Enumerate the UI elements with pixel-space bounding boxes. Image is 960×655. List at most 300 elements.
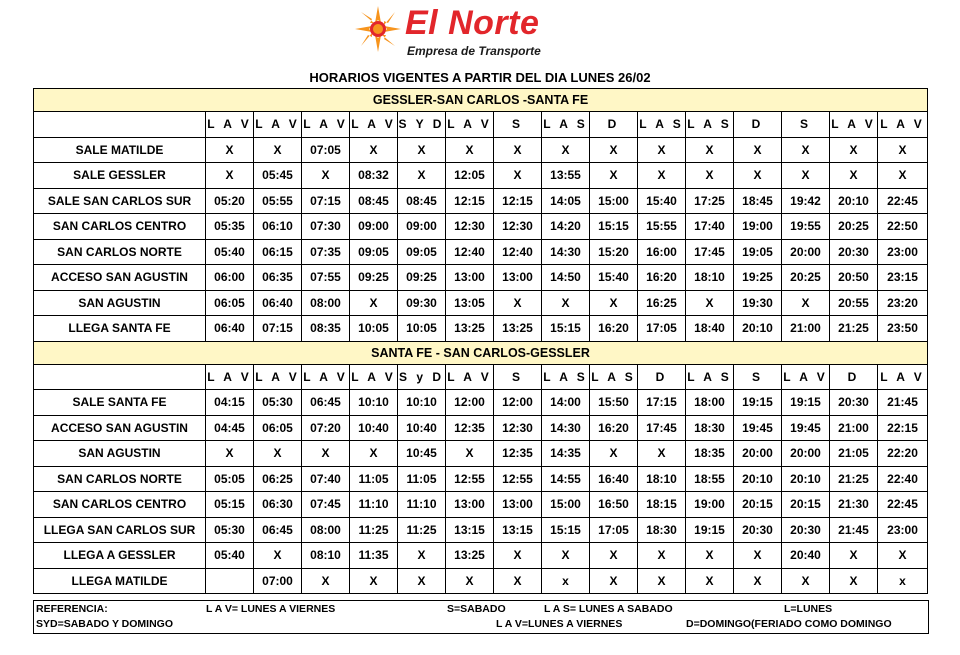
time-cell: 19:05 bbox=[734, 239, 782, 265]
time-cell: X bbox=[398, 568, 446, 594]
time-cell bbox=[206, 568, 254, 594]
time-cell: 06:30 bbox=[254, 492, 302, 518]
reference-sabado: S=SABADO bbox=[447, 603, 506, 615]
time-cell: 18:55 bbox=[686, 466, 734, 492]
page-title: HORARIOS VIGENTES A PARTIR DEL DIA LUNES 26/02 bbox=[309, 70, 651, 85]
reference-domingo: D=DOMINGO(FERIADO COMO DOMINGO bbox=[686, 618, 892, 630]
time-cell: 19:42 bbox=[782, 188, 830, 214]
time-cell: 22:45 bbox=[878, 188, 928, 214]
time-cell: 17:25 bbox=[686, 188, 734, 214]
time-cell: X bbox=[734, 543, 782, 569]
day-code-cell: D bbox=[830, 364, 878, 390]
time-cell: 20:00 bbox=[734, 441, 782, 467]
time-cell: 18:10 bbox=[638, 466, 686, 492]
stop-label: ACCESO SAN AGUSTIN bbox=[34, 415, 206, 441]
time-cell: 05:45 bbox=[254, 163, 302, 189]
sun-icon bbox=[355, 6, 401, 52]
time-cell: X bbox=[638, 163, 686, 189]
time-cell: 20:10 bbox=[830, 188, 878, 214]
reference-las: L A S= LUNES A SABADO bbox=[544, 603, 673, 615]
time-cell: 17:45 bbox=[686, 239, 734, 265]
time-cell: 15:15 bbox=[542, 316, 590, 342]
time-cell: X bbox=[254, 137, 302, 163]
time-cell: 17:45 bbox=[638, 415, 686, 441]
time-cell: 12:30 bbox=[446, 214, 494, 240]
day-code-cell: L A V bbox=[302, 364, 350, 390]
table-row bbox=[34, 568, 928, 594]
time-cell: X bbox=[686, 137, 734, 163]
time-cell: 20:40 bbox=[782, 543, 830, 569]
stop-label: SALE SANTA FE bbox=[34, 390, 206, 416]
time-cell: 21:05 bbox=[830, 441, 878, 467]
time-cell: 13:05 bbox=[446, 290, 494, 316]
time-cell: 13:00 bbox=[446, 492, 494, 518]
time-cell: 06:40 bbox=[206, 316, 254, 342]
time-cell: 15:15 bbox=[590, 214, 638, 240]
time-cell: X bbox=[590, 163, 638, 189]
time-cell: 18:15 bbox=[638, 492, 686, 518]
time-cell: 18:40 bbox=[686, 316, 734, 342]
table-row bbox=[34, 543, 928, 569]
time-cell: 20:30 bbox=[782, 517, 830, 543]
route-header: SANTA FE - SAN CARLOS-GESSLER bbox=[34, 341, 928, 364]
time-cell: 23:50 bbox=[878, 316, 928, 342]
time-cell: 23:20 bbox=[878, 290, 928, 316]
time-cell: 23:00 bbox=[878, 239, 928, 265]
time-cell: 16:20 bbox=[590, 316, 638, 342]
time-cell: 17:40 bbox=[686, 214, 734, 240]
time-cell: X bbox=[782, 568, 830, 594]
time-cell: 20:55 bbox=[830, 290, 878, 316]
time-cell: 12:35 bbox=[446, 415, 494, 441]
time-cell: X bbox=[878, 163, 928, 189]
reference-lav: L A V= LUNES A VIERNES bbox=[206, 603, 336, 615]
days-row-corner bbox=[34, 112, 206, 138]
time-cell: 05:15 bbox=[206, 492, 254, 518]
time-cell: 19:25 bbox=[734, 265, 782, 291]
day-code-cell: D bbox=[590, 112, 638, 138]
time-cell: X bbox=[302, 441, 350, 467]
time-cell: X bbox=[830, 568, 878, 594]
time-cell: X bbox=[590, 137, 638, 163]
time-cell: 08:35 bbox=[302, 316, 350, 342]
time-cell: X bbox=[350, 290, 398, 316]
time-cell: 18:35 bbox=[686, 441, 734, 467]
time-cell: 05:35 bbox=[206, 214, 254, 240]
time-cell: 12:55 bbox=[446, 466, 494, 492]
time-cell: 07:55 bbox=[302, 265, 350, 291]
time-cell: 20:30 bbox=[830, 239, 878, 265]
stop-label: SALE SAN CARLOS SUR bbox=[34, 188, 206, 214]
time-cell: 20:50 bbox=[830, 265, 878, 291]
time-cell: 06:40 bbox=[254, 290, 302, 316]
time-cell: 20:10 bbox=[734, 466, 782, 492]
time-cell: 20:10 bbox=[734, 316, 782, 342]
time-cell: X bbox=[830, 137, 878, 163]
route-header-row bbox=[34, 341, 928, 364]
time-cell: X bbox=[350, 568, 398, 594]
time-cell: 18:00 bbox=[686, 390, 734, 416]
time-cell: X bbox=[494, 163, 542, 189]
brand-subtitle: Empresa de Transporte bbox=[407, 44, 541, 58]
time-cell: 11:25 bbox=[350, 517, 398, 543]
time-cell: 22:50 bbox=[878, 214, 928, 240]
time-cell: X bbox=[686, 290, 734, 316]
time-cell: 21:45 bbox=[830, 517, 878, 543]
day-code-cell: L A V bbox=[302, 112, 350, 138]
time-cell: 20:25 bbox=[782, 265, 830, 291]
stop-label: SAN AGUSTIN bbox=[34, 290, 206, 316]
time-cell: X bbox=[542, 137, 590, 163]
time-cell: 23:15 bbox=[878, 265, 928, 291]
time-cell: X bbox=[782, 163, 830, 189]
day-code-cell: L A S bbox=[542, 364, 590, 390]
day-code-cell: L A V bbox=[446, 364, 494, 390]
day-code-cell: L A S bbox=[590, 364, 638, 390]
time-cell: 08:45 bbox=[398, 188, 446, 214]
day-code-cell: L A V bbox=[254, 364, 302, 390]
time-cell: 05:20 bbox=[206, 188, 254, 214]
time-cell: 06:10 bbox=[254, 214, 302, 240]
day-code-cell: L A S bbox=[542, 112, 590, 138]
time-cell: X bbox=[350, 137, 398, 163]
time-cell: 15:40 bbox=[590, 265, 638, 291]
time-cell: X bbox=[686, 163, 734, 189]
time-cell: 20:00 bbox=[782, 441, 830, 467]
time-cell: 13:15 bbox=[446, 517, 494, 543]
time-cell: X bbox=[350, 441, 398, 467]
time-cell: 14:30 bbox=[542, 415, 590, 441]
time-cell: 12:00 bbox=[494, 390, 542, 416]
stop-label: LLEGA SAN CARLOS SUR bbox=[34, 517, 206, 543]
table-row bbox=[34, 390, 928, 416]
day-code-cell: S y D bbox=[398, 364, 446, 390]
time-cell: 05:40 bbox=[206, 239, 254, 265]
time-cell: X bbox=[302, 568, 350, 594]
time-cell: 10:05 bbox=[350, 316, 398, 342]
reference-heading: REFERENCIA: bbox=[36, 603, 108, 615]
time-cell: 18:45 bbox=[734, 188, 782, 214]
time-cell: X bbox=[446, 441, 494, 467]
stop-label: SAN CARLOS CENTRO bbox=[34, 492, 206, 518]
day-code-cell: L A V bbox=[350, 364, 398, 390]
day-code-cell: S bbox=[734, 364, 782, 390]
time-cell: 15:55 bbox=[638, 214, 686, 240]
time-cell: 12:55 bbox=[494, 466, 542, 492]
time-cell: 15:15 bbox=[542, 517, 590, 543]
table-row bbox=[34, 316, 928, 342]
time-cell: 22:15 bbox=[878, 415, 928, 441]
time-cell: 07:45 bbox=[302, 492, 350, 518]
time-cell: 09:05 bbox=[398, 239, 446, 265]
route-header: GESSLER-SAN CARLOS -SANTA FE bbox=[34, 89, 928, 112]
time-cell: 17:15 bbox=[638, 390, 686, 416]
time-cell: 19:15 bbox=[782, 390, 830, 416]
stop-label: SAN CARLOS NORTE bbox=[34, 239, 206, 265]
time-cell: 08:32 bbox=[350, 163, 398, 189]
time-cell: 18:10 bbox=[686, 265, 734, 291]
time-cell: X bbox=[782, 290, 830, 316]
day-code-cell: L A S bbox=[686, 364, 734, 390]
time-cell: X bbox=[734, 568, 782, 594]
time-cell: 16:50 bbox=[590, 492, 638, 518]
time-cell: 16:20 bbox=[638, 265, 686, 291]
time-cell: 16:25 bbox=[638, 290, 686, 316]
time-cell: 14:30 bbox=[542, 239, 590, 265]
time-cell: X bbox=[878, 137, 928, 163]
time-cell: 15:00 bbox=[542, 492, 590, 518]
time-cell: X bbox=[494, 137, 542, 163]
time-cell: 09:25 bbox=[350, 265, 398, 291]
time-cell: X bbox=[398, 543, 446, 569]
time-cell: X bbox=[590, 290, 638, 316]
time-cell: 16:40 bbox=[590, 466, 638, 492]
brand-logo bbox=[355, 6, 555, 58]
time-cell: 06:35 bbox=[254, 265, 302, 291]
stop-label: SALE GESSLER bbox=[34, 163, 206, 189]
time-cell: 12:30 bbox=[494, 415, 542, 441]
time-cell: X bbox=[446, 568, 494, 594]
time-cell: 06:05 bbox=[206, 290, 254, 316]
time-cell: 13:00 bbox=[494, 265, 542, 291]
table-row bbox=[34, 466, 928, 492]
time-cell: X bbox=[206, 441, 254, 467]
time-cell: 21:30 bbox=[830, 492, 878, 518]
time-cell: X bbox=[734, 163, 782, 189]
time-cell: X bbox=[494, 568, 542, 594]
time-cell: X bbox=[638, 441, 686, 467]
time-cell: X bbox=[206, 137, 254, 163]
day-code-cell: S bbox=[494, 112, 542, 138]
time-cell: 11:10 bbox=[350, 492, 398, 518]
time-cell: 13:25 bbox=[446, 316, 494, 342]
day-code-cell: L A V bbox=[830, 112, 878, 138]
time-cell: X bbox=[638, 137, 686, 163]
time-cell: 12:40 bbox=[494, 239, 542, 265]
time-cell: 09:25 bbox=[398, 265, 446, 291]
time-cell: 20:25 bbox=[830, 214, 878, 240]
table-row bbox=[34, 517, 928, 543]
time-cell: X bbox=[782, 137, 830, 163]
time-cell: 21:25 bbox=[830, 316, 878, 342]
day-code-cell: S bbox=[782, 112, 830, 138]
time-cell: X bbox=[878, 543, 928, 569]
table-row bbox=[34, 441, 928, 467]
time-cell: 12:35 bbox=[494, 441, 542, 467]
time-cell: X bbox=[398, 137, 446, 163]
time-cell: 19:00 bbox=[734, 214, 782, 240]
time-cell: 11:05 bbox=[398, 466, 446, 492]
time-cell: 19:45 bbox=[734, 415, 782, 441]
table-row bbox=[34, 214, 928, 240]
time-cell: X bbox=[446, 137, 494, 163]
time-cell: 20:10 bbox=[782, 466, 830, 492]
stop-label: LLEGA A GESSLER bbox=[34, 543, 206, 569]
time-cell: X bbox=[686, 543, 734, 569]
time-cell: 22:45 bbox=[878, 492, 928, 518]
time-cell: X bbox=[254, 543, 302, 569]
time-cell: X bbox=[254, 441, 302, 467]
time-cell: 09:00 bbox=[398, 214, 446, 240]
time-cell: 13:25 bbox=[494, 316, 542, 342]
time-cell: 16:20 bbox=[590, 415, 638, 441]
time-cell: 15:00 bbox=[590, 188, 638, 214]
day-code-cell: L A V bbox=[254, 112, 302, 138]
brand-name: El Norte bbox=[405, 4, 540, 42]
time-cell: X bbox=[206, 163, 254, 189]
time-cell: 19:45 bbox=[782, 415, 830, 441]
day-code-cell: L A S bbox=[686, 112, 734, 138]
time-cell: 20:00 bbox=[782, 239, 830, 265]
time-cell: 08:00 bbox=[302, 290, 350, 316]
time-cell: 04:45 bbox=[206, 415, 254, 441]
time-cell: 09:05 bbox=[350, 239, 398, 265]
time-cell: 06:45 bbox=[254, 517, 302, 543]
time-cell: 19:30 bbox=[734, 290, 782, 316]
route-header-row bbox=[34, 89, 928, 112]
day-code-cell: L A V bbox=[878, 364, 928, 390]
day-code-cell: L A V bbox=[350, 112, 398, 138]
time-cell: 08:10 bbox=[302, 543, 350, 569]
time-cell: X bbox=[830, 543, 878, 569]
days-row bbox=[34, 112, 928, 138]
time-cell: 07:15 bbox=[254, 316, 302, 342]
table-row bbox=[34, 415, 928, 441]
time-cell: 14:20 bbox=[542, 214, 590, 240]
time-cell: 11:35 bbox=[350, 543, 398, 569]
time-cell: 21:00 bbox=[782, 316, 830, 342]
time-cell: 10:45 bbox=[398, 441, 446, 467]
day-code-cell: L A V bbox=[206, 112, 254, 138]
table-row bbox=[34, 188, 928, 214]
time-cell: 07:35 bbox=[302, 239, 350, 265]
time-cell: 20:15 bbox=[782, 492, 830, 518]
time-cell: 12:40 bbox=[446, 239, 494, 265]
time-cell: 18:30 bbox=[638, 517, 686, 543]
table-row bbox=[34, 163, 928, 189]
time-cell: 06:15 bbox=[254, 239, 302, 265]
time-cell: 16:00 bbox=[638, 239, 686, 265]
stop-label: SAN AGUSTIN bbox=[34, 441, 206, 467]
schedule-table bbox=[33, 88, 928, 594]
time-cell: X bbox=[542, 290, 590, 316]
time-cell: 10:05 bbox=[398, 316, 446, 342]
time-cell: 12:05 bbox=[446, 163, 494, 189]
time-cell: X bbox=[398, 163, 446, 189]
table-row bbox=[34, 492, 928, 518]
time-cell: 13:15 bbox=[494, 517, 542, 543]
time-cell: X bbox=[638, 543, 686, 569]
time-cell: 13:00 bbox=[446, 265, 494, 291]
time-cell: 10:40 bbox=[398, 415, 446, 441]
time-cell: 08:00 bbox=[302, 517, 350, 543]
time-cell: 14:35 bbox=[542, 441, 590, 467]
time-cell: 09:30 bbox=[398, 290, 446, 316]
time-cell: 15:50 bbox=[590, 390, 638, 416]
reference-syd: SYD=SABADO Y DOMINGO bbox=[36, 618, 174, 630]
days-row bbox=[34, 364, 928, 390]
day-code-cell: L A V bbox=[446, 112, 494, 138]
time-cell: 20:30 bbox=[830, 390, 878, 416]
time-cell: 05:05 bbox=[206, 466, 254, 492]
time-cell: 13:25 bbox=[446, 543, 494, 569]
time-cell: 12:15 bbox=[494, 188, 542, 214]
time-cell: 12:30 bbox=[494, 214, 542, 240]
time-cell: 15:20 bbox=[590, 239, 638, 265]
time-cell: 17:05 bbox=[590, 517, 638, 543]
time-cell: 19:15 bbox=[734, 390, 782, 416]
table-row bbox=[34, 137, 928, 163]
time-cell: 05:40 bbox=[206, 543, 254, 569]
time-cell: 05:55 bbox=[254, 188, 302, 214]
time-cell: x bbox=[542, 568, 590, 594]
reference-lav-2: L A V=LUNES A VIERNES bbox=[496, 618, 623, 630]
day-code-cell: D bbox=[638, 364, 686, 390]
table-row bbox=[34, 290, 928, 316]
time-cell: 22:20 bbox=[878, 441, 928, 467]
time-cell: 11:25 bbox=[398, 517, 446, 543]
time-cell: 06:05 bbox=[254, 415, 302, 441]
time-cell: 09:00 bbox=[350, 214, 398, 240]
time-cell: 22:40 bbox=[878, 466, 928, 492]
time-cell: 13:55 bbox=[542, 163, 590, 189]
time-cell: 21:00 bbox=[830, 415, 878, 441]
time-cell: 07:00 bbox=[254, 568, 302, 594]
time-cell: 06:00 bbox=[206, 265, 254, 291]
time-cell: X bbox=[494, 290, 542, 316]
time-cell: X bbox=[542, 543, 590, 569]
day-code-cell: S bbox=[494, 364, 542, 390]
day-code-cell: L A V bbox=[206, 364, 254, 390]
time-cell: 17:05 bbox=[638, 316, 686, 342]
day-code-cell: L A V bbox=[782, 364, 830, 390]
time-cell: 10:40 bbox=[350, 415, 398, 441]
time-cell: 07:05 bbox=[302, 137, 350, 163]
table-row bbox=[34, 239, 928, 265]
time-cell: x bbox=[878, 568, 928, 594]
time-cell: 13:00 bbox=[494, 492, 542, 518]
day-code-cell: L A S bbox=[638, 112, 686, 138]
time-cell: X bbox=[590, 543, 638, 569]
stop-label: SALE MATILDE bbox=[34, 137, 206, 163]
time-cell: 10:10 bbox=[350, 390, 398, 416]
time-cell: 18:30 bbox=[686, 415, 734, 441]
time-cell: 19:55 bbox=[782, 214, 830, 240]
time-cell: 05:30 bbox=[254, 390, 302, 416]
time-cell: 21:45 bbox=[878, 390, 928, 416]
table-row bbox=[34, 265, 928, 291]
time-cell: 11:10 bbox=[398, 492, 446, 518]
time-cell: 05:30 bbox=[206, 517, 254, 543]
time-cell: 08:45 bbox=[350, 188, 398, 214]
reference-lunes: L=LUNES bbox=[784, 603, 833, 615]
time-cell: 19:15 bbox=[686, 517, 734, 543]
time-cell: X bbox=[590, 568, 638, 594]
time-cell: X bbox=[494, 543, 542, 569]
stop-label: ACCESO SAN AGUSTIN bbox=[34, 265, 206, 291]
day-code-cell: L A V bbox=[878, 112, 928, 138]
time-cell: 23:00 bbox=[878, 517, 928, 543]
time-cell: X bbox=[638, 568, 686, 594]
time-cell: 10:10 bbox=[398, 390, 446, 416]
day-code-cell: D bbox=[734, 112, 782, 138]
time-cell: 20:30 bbox=[734, 517, 782, 543]
time-cell: 07:40 bbox=[302, 466, 350, 492]
time-cell: 06:25 bbox=[254, 466, 302, 492]
time-cell: 07:20 bbox=[302, 415, 350, 441]
time-cell: 07:30 bbox=[302, 214, 350, 240]
time-cell: 14:05 bbox=[542, 188, 590, 214]
